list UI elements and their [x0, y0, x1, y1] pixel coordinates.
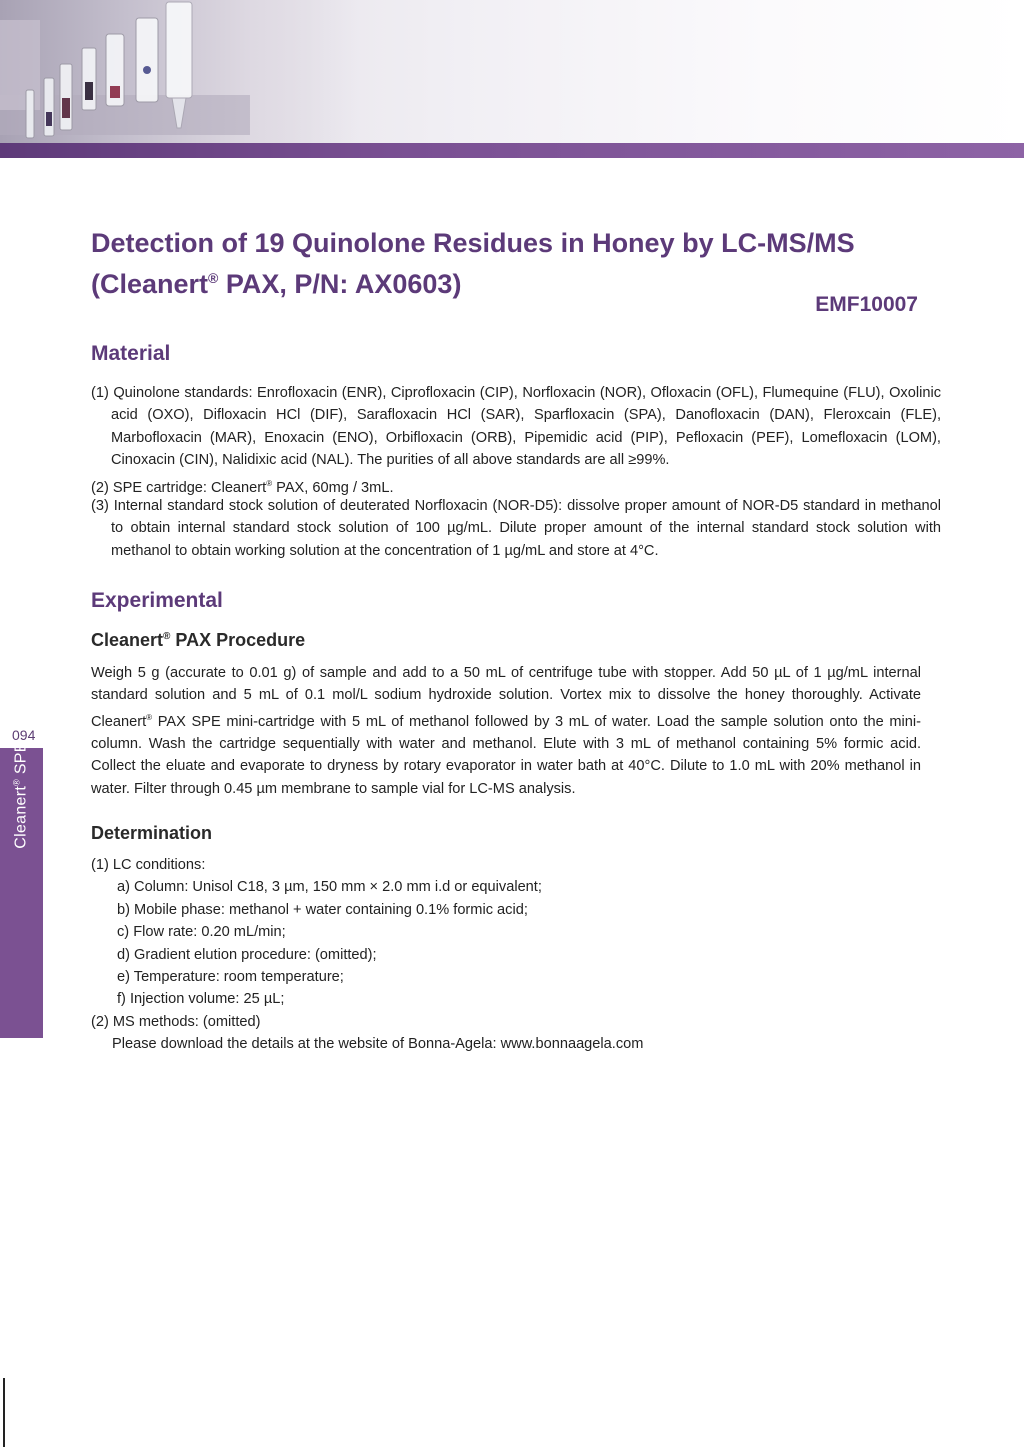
- side-tab-label: Cleanert® SPE: [11, 741, 30, 849]
- material-item-2: (2) SPE cartridge: Cleanert® PAX, 60mg / 3mL.: [91, 479, 394, 496]
- procedure-heading: Cleanert® PAX Procedure: [91, 630, 306, 650]
- header-stripe: [0, 143, 1024, 158]
- material-heading: Material: [91, 342, 171, 365]
- lc-condition-item: b) Mobile phase: methanol + water containing 0.1% formic acid;: [117, 901, 528, 918]
- lc-condition-item: f) Injection volume: 25 µL;: [117, 991, 285, 1008]
- download-note: Please download the details at the website of Bonna-Agela: www.bonnaagela.com: [112, 1036, 644, 1053]
- page-number: 094: [12, 727, 36, 743]
- lc-conditions-heading: (1) LC conditions:: [91, 857, 206, 873]
- scan-edge-line: [3, 1378, 5, 1447]
- lc-condition-item: d) Gradient elution procedure: (omitted);: [117, 946, 377, 963]
- procedure-text: Weigh 5 g (accurate to 0.01 g) of sample and add to a 50 mL of centrifuge tube with stopper. Add 50 µL of 1 µg/mL internal standard solution and 5 mL of 0.1 mol/L sodium hydroxide solution. Vortex mix to dissolve the honey thoroughly. Activate Cleanert® PAX SPE mini-cartridge with 5 mL of methanol followed by 3 mL of water. Load the sample solution onto the mini-column. Wash the cartridge sequentially with water and methanol. Elute with 3 mL of methanol containing 5% formic acid. Collect the eluate and evaporate to dryness by rotary evaporator in water bath at 40°C. Dilute to 1.0 mL with 20% methanol in water. Filter through 0.45 µm membrane to sample vial for LC-MS analysis.: [91, 665, 921, 797]
- determination-heading: Determination: [91, 823, 213, 843]
- spe-cartridge-photo: [0, 0, 360, 145]
- material-item-3: (3) Internal standard stock solution of deuterated Norfloxacin (NOR-D5): dissolve proper amount of NOR-D5 standard in methanol to obtain internal standard stock solution of 100 µg/mL. Dilute proper amount of the internal standard stock solution with methanol to obtain working solution at the concentration of 1 µg/mL and store at 4°C.: [91, 498, 941, 559]
- material-item-1: (1) Quinolone standards: Enrofloxacin (ENR), Ciprofloxacin (CIP), Norfloxacin (NOR), Ofloxacin (OFL), Flumequine (FLU), Oxolinic acid (OXO), Difloxacin HCl (DIF), Sarafloxacin HCl (SAR), Sparfloxacin (SPA), Danofloxacin (DAN), Fleroxcain (FLE), Marbofloxacin (MAR), Enoxacin (ENO), Orbifloxacin (ORB), Pipemidic acid (PIP), Pefloxacin (PEF), Lomefloxacin (LOM), Cinoxacin (CIN), Nalidixic acid (NAL). The purities of all above standards are all ≥99%.: [91, 385, 941, 469]
- lc-condition-item: c) Flow rate: 0.20 mL/min;: [117, 924, 286, 941]
- experimental-heading: Experimental: [91, 589, 223, 612]
- header-banner: [0, 0, 1024, 158]
- ms-methods-heading: (2) MS methods: (omitted): [91, 1013, 261, 1030]
- cartridge-illustration-icon: [0, 0, 360, 145]
- lc-condition-item: e) Temperature: room temperature;: [117, 969, 344, 986]
- document-code: EMF10007: [815, 293, 918, 316]
- lc-condition-item: a) Column: Unisol C18, 3 µm, 150 mm × 2.0 mm i.d or equivalent;: [117, 879, 542, 896]
- determination-list: [91, 854, 921, 1056]
- document-title: Detection of 19 Quinolone Residues in Honey by LC-MS/MS (Cleanert® PAX, P/N: AX0603): [91, 228, 855, 299]
